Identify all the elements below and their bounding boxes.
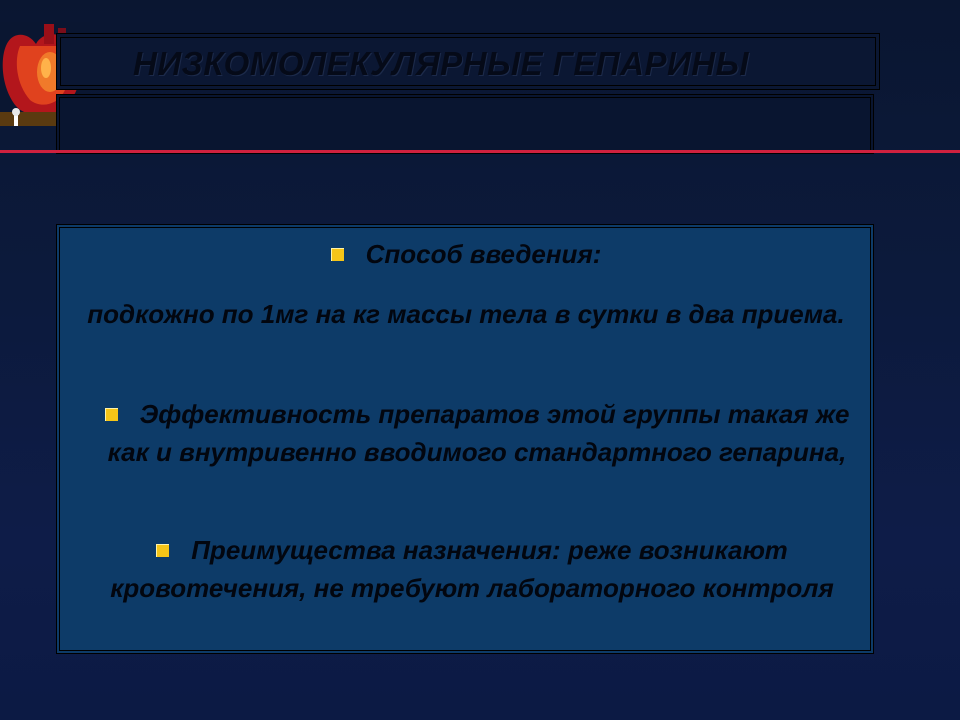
title-frame (56, 33, 880, 90)
subtitle-frame (56, 94, 874, 154)
slide-title: НИЗКОМОЛЕКУЛЯРНЫЕ ГЕПАРИНЫ (133, 45, 750, 82)
square-bullet-icon (105, 408, 118, 421)
square-bullet-icon (156, 544, 169, 557)
efficacy-text: Эффективность препаратов этой группы такая же как и внутривенно вводимого стандартного гепарина, (107, 399, 850, 467)
accent-divider (0, 150, 960, 153)
square-bullet-icon (331, 248, 344, 261)
administration-heading-item (61, 235, 871, 273)
administration-heading: Способ введения: (365, 239, 602, 269)
dosage-text: подкожно по 1мг на кг массы тела в сутки в два приема. (87, 299, 845, 329)
advantages-text: Преимущества назначения: реже возникают кровотечения, не требуют лабораторного контроля (110, 535, 834, 603)
advantages-item (77, 531, 867, 607)
content-panel (56, 224, 874, 654)
efficacy-item (97, 395, 857, 471)
